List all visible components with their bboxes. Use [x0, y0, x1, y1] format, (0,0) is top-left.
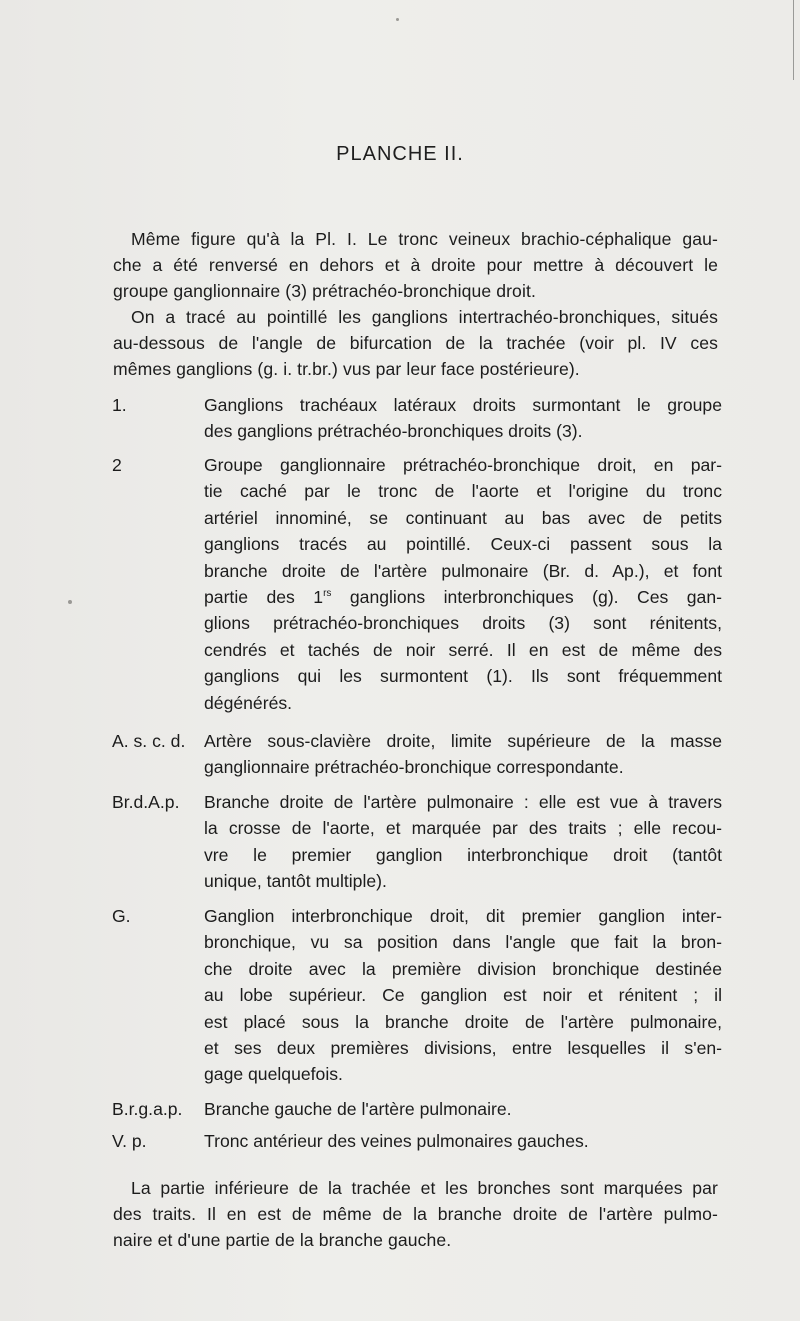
legend-key: 1.: [112, 395, 127, 415]
legend-key: G.: [112, 906, 131, 926]
intro-line: au-dessous de l'angle de bifurcation de la trachée (voir pl. IV ces: [113, 333, 718, 353]
intro-line: groupe ganglionnaire (3) prétrachéo-bronchique droit.: [113, 281, 536, 301]
legend-line: vre le premier ganglion interbronchique droit (tantôt: [204, 844, 722, 865]
legend-line: Artère sous-clavière droite, limite supérieure de la masse: [204, 731, 722, 751]
legend-line: Branche droite de l'artère pulmonaire : elle est vue à travers: [204, 792, 722, 812]
closing-line: La partie inférieure de la trachée et les bronches sont marquées par: [131, 1178, 718, 1198]
legend-key: Br.d.A.p.: [112, 792, 180, 812]
closing-paragraph: [113, 1175, 718, 1253]
legend-description: [204, 452, 722, 716]
intro-line: Même figure qu'à la Pl. I. Le tronc veineux brachio-céphalique gau-: [131, 229, 718, 249]
legend-line: Groupe ganglionnaire prétrachéo-bronchique droit, en par-: [204, 455, 722, 475]
legend-line: Branche gauche de l'artère pulmonaire.: [204, 1099, 512, 1119]
intro-line: mêmes ganglions (g. i. tr.br.) vus par leur face postérieure).: [113, 359, 580, 379]
legend-line: artériel innominé, se continuant au bas avec de petits: [204, 507, 722, 528]
legend-line: bronchique, vu sa position dans l'angle que fait la bron-: [204, 932, 722, 953]
legend-line: dégénérés.: [204, 692, 293, 713]
intro-paragraph-2: [113, 304, 718, 382]
legend-line: unique, tantôt multiple).: [204, 871, 387, 892]
legend-line: la crosse de l'aorte, et marquée par des traits ; elle recou-: [204, 818, 722, 839]
legend-line: partie des $1^{rs}$ ganglions interbronchiques (g). Ces gan-: [204, 587, 722, 608]
intro-paragraph-1: [113, 226, 718, 304]
page-edge: [793, 0, 794, 80]
legend-line: et ses deux premières divisions, entre lesquelles il s'en-: [204, 1038, 722, 1059]
legend-line: ganglionnaire prétrachéo-bronchique correspondante.: [204, 757, 624, 778]
speck: [396, 18, 399, 21]
legend-description: [204, 1096, 722, 1122]
legend-line: ganglions tracés au pointillé. Ceux-ci passent sous la: [204, 534, 722, 555]
legend-line: des ganglions prétrachéo-bronchiques droits (3).: [204, 421, 583, 442]
legend-description: [204, 789, 722, 895]
legend-key: 2: [112, 455, 122, 475]
intro-line: che a été renversé en dehors et à droite pour mettre à découvert le: [113, 255, 718, 275]
legend-key: B.r.g.a.p.: [112, 1099, 183, 1119]
legend-line: Ganglion interbronchique droit, dit premier ganglion inter-: [204, 906, 722, 926]
intro-line: On a tracé au pointillé les ganglions intertrachéo-bronchiques, situés: [131, 307, 718, 327]
legend-line: tie caché par le tronc de l'aorte et l'origine du tronc: [204, 481, 722, 502]
speck: [68, 600, 72, 604]
legend-line: Ganglions trachéaux latéraux droits surmontant le groupe: [204, 395, 722, 415]
legend-line: glions prétrachéo-bronchiques droits (3) sont rénitents,: [204, 613, 722, 634]
legend-line: gage quelquefois.: [204, 1064, 343, 1085]
legend-description: [204, 903, 722, 1088]
legend-line: au lobe supérieur. Ce ganglion est noir et rénitent ; il: [204, 985, 722, 1006]
legend-line: che droite avec la première division bronchique destinée: [204, 958, 722, 979]
legend-key: A. s. c. d.: [112, 731, 186, 751]
legend-line: Tronc antérieur des veines pulmonaires gauches.: [204, 1131, 589, 1151]
legend-line: ganglions qui les surmontent (1). Ils sont fréquemment: [204, 666, 722, 687]
legend-key: V. p.: [112, 1131, 147, 1151]
legend-line: est placé sous la branche droite de l'artère pulmonaire,: [204, 1011, 722, 1032]
page-title: PLANCHE II.: [336, 143, 464, 165]
legend-description: [204, 1128, 722, 1154]
superscript: rs: [323, 588, 332, 600]
closing-line: des traits. Il en est de même de la branche droite de l'artère pulmo-: [113, 1204, 718, 1224]
legend-description: [204, 392, 722, 445]
closing-line: naire et d'une partie de la branche gauche.: [113, 1230, 452, 1250]
legend-line: branche droite de l'artère pulmonaire (Br. d. Ap.), et font: [204, 560, 722, 581]
legend-line: cendrés et tachés de noir serré. Il en est de même des: [204, 639, 722, 660]
legend-description: [204, 728, 722, 781]
